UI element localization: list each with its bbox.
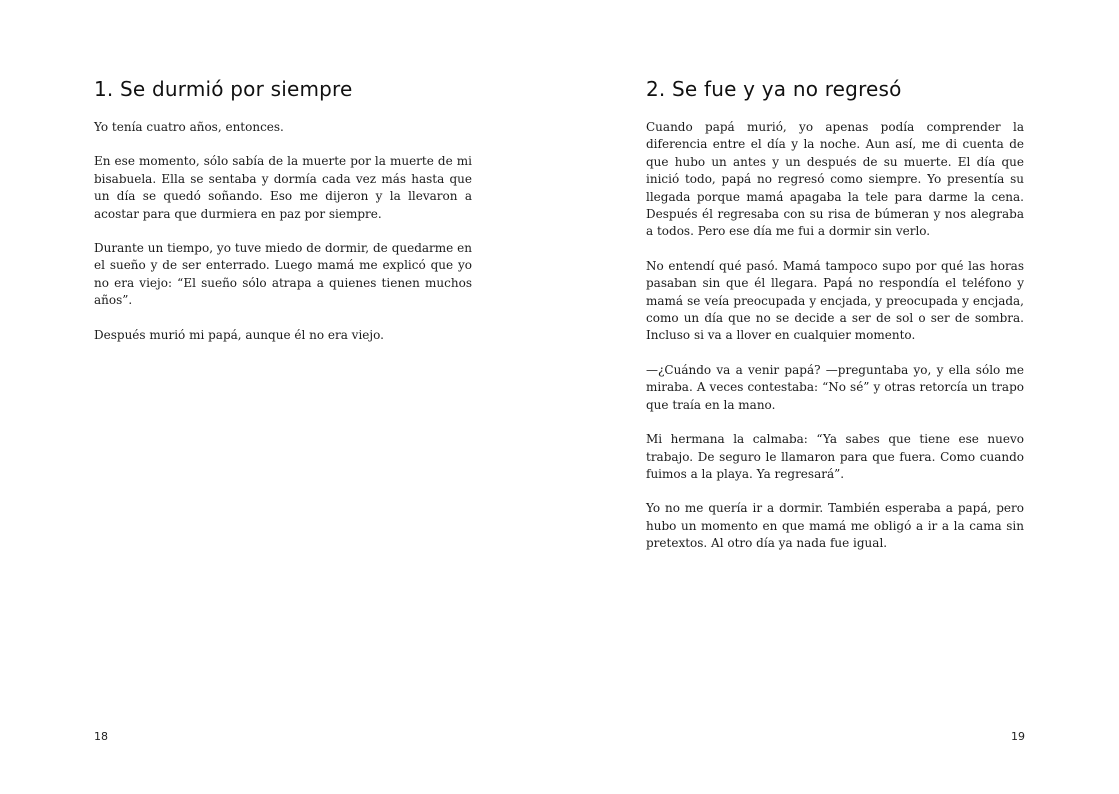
page-number: 19 xyxy=(1011,730,1025,743)
paragraph: No entendí qué pasó. Mamá tampoco supo por qué las horas pasaban sin que él llegara. Papá no respondía el teléfono y mamá se veía preocupada y encjada, y preocupada y encjada, como un día que no se decide a ser de sol o ser de sombra. Incluso si va a llover en cualquier momento. xyxy=(646,258,1024,343)
left-page xyxy=(0,0,559,794)
paragraph: Mi hermana la calmaba: “Ya sabes que tiene ese nuevo trabajo. De seguro le llamaron para que fuera. Como cuando fuimos a la playa. Ya regresará”. xyxy=(646,432,1024,481)
page-number: 18 xyxy=(94,730,108,743)
right-page xyxy=(560,0,1119,794)
paragraph: Cuando papá murió, yo apenas podía comprender la diferencia entre el día y la noche. Aun así, me di cuenta de que hubo un antes y un después de su muerte. El día que inició todo, papá no regresó como siempre. Yo presentía su llegada porque mamá apagaba la tele para darme la cena. Después él regresaba con su risa de búmeran y nos alegraba a todos. Pero ese día me fui a dormir sin verlo. xyxy=(646,120,1024,239)
paragraph: Después murió mi papá, aunque él no era viejo. xyxy=(94,327,384,342)
chapter-title: 1. Se durmió por siempre xyxy=(94,77,353,101)
left-page-text-column xyxy=(94,76,472,344)
chapter-title: 2. Se fue y ya no regresó xyxy=(646,77,902,101)
paragraph: —¿Cuándo va a venir papá? —preguntaba yo, y ella sólo me miraba. A veces contestaba: “No sé” y otras retorcía un trapo que traía en la mano. xyxy=(646,362,1024,412)
right-page-text-column xyxy=(646,76,1024,553)
paragraph: Yo tenía cuatro años, entonces. xyxy=(94,120,284,134)
paragraph: Durante un tiempo, yo tuve miedo de dormir, de quedarme en el sueño y de ser enterrado. Luego mamá me explicó que yo no era viejo: “El sueño sólo atrapa a quienes tienen muchos años”. xyxy=(94,241,472,308)
paragraph: Yo no me quería ir a dormir. También esperaba a papá, pero hubo un momento en que mamá me obligó a ir a la cama sin pretextos. Al otro día ya nada fue igual. xyxy=(646,501,1024,551)
paragraph: En ese momento, sólo sabía de la muerte por la muerte de mi bisabuela. Ella se sentaba y dormía cada vez más hasta que un día se quedó soñando. Eso me dijeron y la llevaron a acostar para que durmiera en paz por siempre. xyxy=(94,154,472,221)
